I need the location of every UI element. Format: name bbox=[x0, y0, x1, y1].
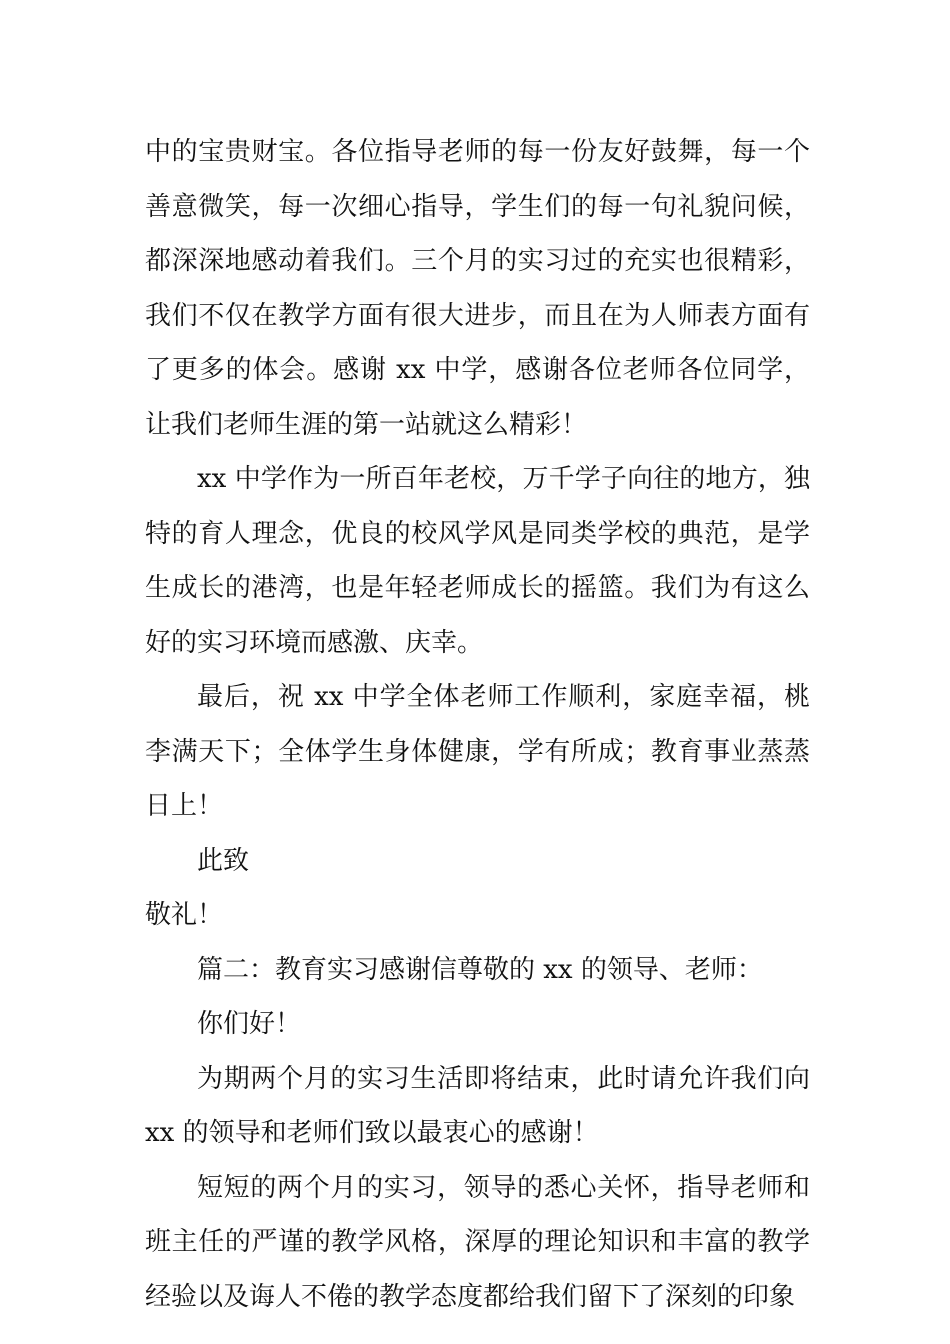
paragraph-school-praise: xx 中学作为一所百年老校，万千学子向往的地方，独特的育人理念，优良的校风学风是同类学校的典范，是学生成长的港湾，也是年轻老师成长的摇篮。我们为有这么好的实习环境而感激、庆幸。 bbox=[145, 464, 810, 658]
greeting: 你们好！ bbox=[197, 1009, 302, 1039]
paragraph-thanks-intro: 为期两个月的实习生活即将结束，此时请允许我们向 xx 的领导和老师们致以最衷心的感谢！ bbox=[145, 1063, 810, 1148]
document-body bbox=[145, 125, 810, 1324]
paragraph-closing-wishes: 最后，祝 xx 中学全体老师工作顺利，家庭幸福，桃李满天下；全体学生身体健康，学有所成；教育事业蒸蒸日上！ bbox=[145, 682, 810, 821]
paragraph-internship-impression: 短短的两个月的实习，领导的悉心关怀，指导老师和班主任的严谨的教学风格，深厚的理论知识和丰富的教学经验以及诲人不倦的教学态度都给我们留下了深刻的印象 bbox=[145, 1172, 810, 1312]
section-heading-part-two: 篇二：教育实习感谢信尊敬的 xx 的领导、老师： bbox=[197, 954, 763, 985]
salutation-jingli: 敬礼！ bbox=[145, 900, 224, 930]
salutation-cizhi: 此致 bbox=[197, 845, 250, 876]
paragraph-continuation: 中的宝贵财宝。各位指导老师的每一份友好鼓舞，每一个善意微笑，每一次细心指导，学生们的每一句礼貌问候，都深深地感动着我们。三个月的实习过的充实也很精彩，我们不仅在教学方面有很大进步，而且在为人师表方面有了更多的体会。感谢 xx 中学，感谢各位老师各位同学，让我们老师生涯的第一站就这么精彩！ bbox=[145, 137, 810, 440]
